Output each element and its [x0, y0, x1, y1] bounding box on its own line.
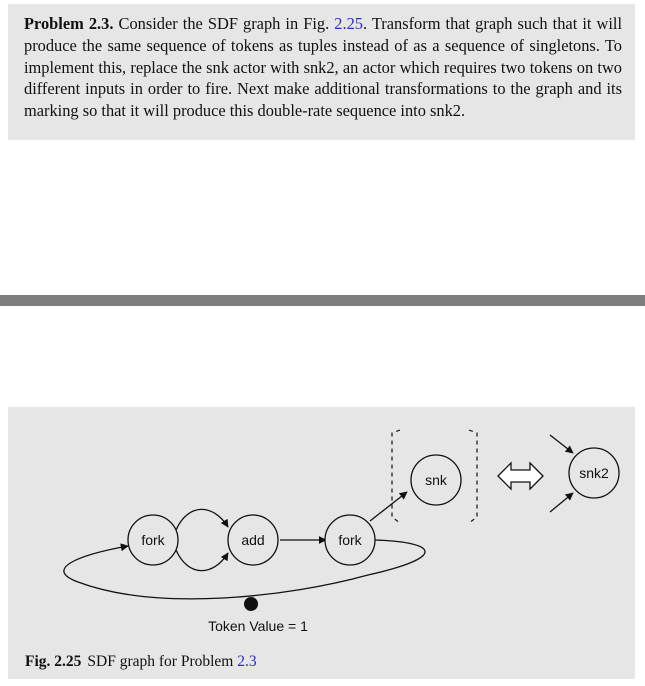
actor-snk[interactable]	[411, 455, 461, 505]
problem-reference-link[interactable]: 2.3	[237, 653, 257, 670]
actor-fork-2-label: fork	[338, 532, 362, 548]
problem-label: Problem 2.3.	[24, 14, 114, 33]
actor-add-label: add	[241, 532, 265, 548]
problem-statement-box	[8, 4, 635, 140]
actor-snk2-label: snk2	[579, 465, 609, 481]
edge-fork-to-add-lower	[176, 550, 228, 571]
actor-fork-1-label: fork	[141, 532, 165, 548]
sdf-graph-diagram	[8, 407, 635, 679]
page-divider	[0, 295, 645, 306]
edge-fork-to-snk	[370, 492, 407, 521]
problem-text	[24, 13, 622, 122]
dashed-bracket-right	[469, 430, 477, 523]
dashed-bracket-left	[392, 430, 400, 523]
problem-text-start: Consider the SDF graph in Fig.	[118, 14, 330, 33]
initial-token	[244, 597, 258, 611]
snk2-input-arrow-lower	[550, 493, 573, 512]
figure-caption-label: Fig. 2.25	[25, 653, 82, 670]
problem-text-rest: . Transform that graph such that it will produce the same sequence of tokens as tuples instead of as a sequence of singletons. To implement this, replace the snk actor with snk2, an actor which requires two tokens on two different inputs in order to fire. Next make additional transformations to the graph and its marking so that it will produce this double-rate sequence into snk2.	[24, 14, 623, 121]
actor-fork-1[interactable]	[128, 515, 178, 565]
actor-add[interactable]	[228, 515, 278, 565]
snk2-input-arrow-upper	[550, 435, 573, 453]
figure-caption	[25, 653, 257, 671]
edge-fork-to-add-upper	[176, 509, 228, 530]
figure-reference-link[interactable]: 2.25	[334, 14, 363, 33]
equivalence-arrow-icon	[498, 463, 543, 489]
actor-fork-2[interactable]	[325, 515, 375, 565]
figure-caption-text: SDF graph for Problem	[87, 653, 234, 670]
actor-snk2[interactable]	[569, 448, 619, 498]
actor-snk-label: snk	[425, 472, 447, 488]
token-value-label: Token Value = 1	[208, 618, 308, 634]
figure-panel	[8, 407, 635, 679]
